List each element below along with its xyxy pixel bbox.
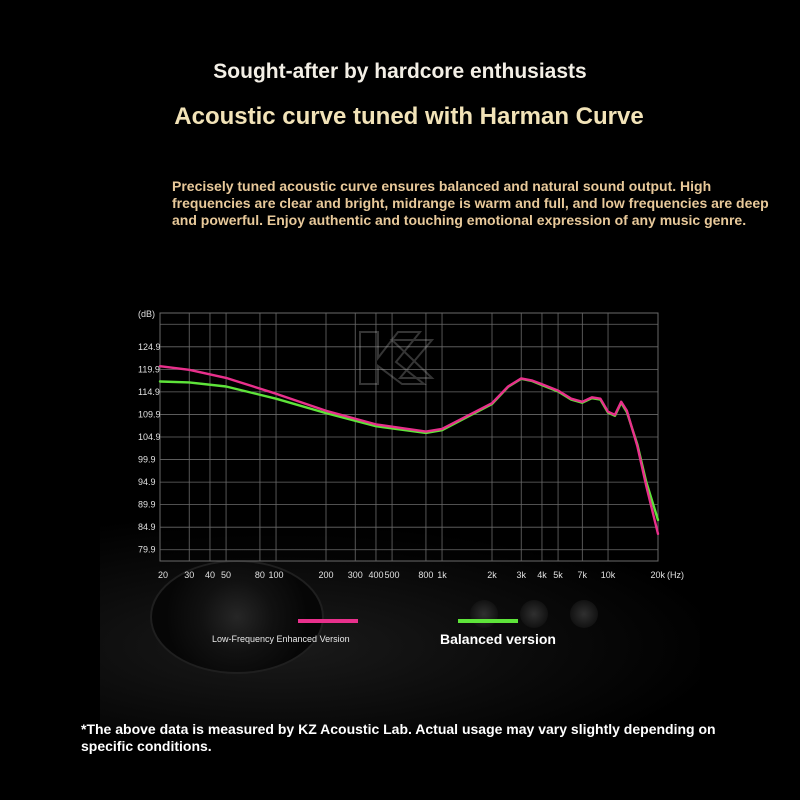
x-tick-label: 1k bbox=[437, 570, 447, 580]
x-tick-label: 2k bbox=[487, 570, 497, 580]
x-tick-label: 4k bbox=[537, 570, 547, 580]
page-subtitle: Acoustic curve tuned with Harman Curve bbox=[174, 103, 644, 130]
x-tick-label: 400 bbox=[368, 570, 384, 580]
y-tick-label: 89.9 bbox=[138, 499, 156, 510]
x-axis-unit-label: (Hz) bbox=[667, 570, 684, 580]
legend-swatch-low-frequency bbox=[298, 619, 358, 623]
y-tick-label: 104.9 bbox=[138, 432, 161, 442]
legend-label-balanced: Balanced version bbox=[440, 631, 556, 647]
x-tick-label: 10k bbox=[600, 570, 616, 580]
x-tick-label: 800 bbox=[418, 570, 434, 580]
y-tick-label: 94.9 bbox=[138, 477, 156, 488]
y-tick-label: 124.9 bbox=[138, 341, 161, 352]
x-tick-labels bbox=[158, 570, 665, 580]
y-tick-label: 79.9 bbox=[138, 544, 156, 555]
x-tick-label: 300 bbox=[347, 570, 363, 580]
x-tick-label: 30 bbox=[184, 570, 195, 580]
footnote-text: *The above data is measured by KZ Acoustic Lab. Actual usage may vary slightly depending on specific conditions. bbox=[81, 721, 716, 754]
y-tick-label: 99.9 bbox=[138, 454, 156, 465]
x-tick-label: 5k bbox=[553, 570, 563, 580]
y-tick-label: 109.9 bbox=[138, 409, 161, 420]
x-tick-label: 40 bbox=[204, 570, 215, 580]
x-tick-label: 20 bbox=[158, 570, 169, 580]
background-knob bbox=[520, 600, 548, 628]
x-tick-label: 50 bbox=[221, 570, 232, 580]
x-tick-label: 200 bbox=[318, 570, 334, 580]
x-tick-label: 7k bbox=[577, 570, 588, 580]
y-axis-label: (dB) bbox=[138, 309, 156, 319]
x-tick-label: 20k bbox=[650, 570, 665, 580]
x-tick-label: 3k bbox=[516, 570, 526, 580]
y-tick-labels bbox=[138, 342, 161, 555]
x-tick-label: 100 bbox=[268, 570, 284, 580]
y-tick-label: 84.9 bbox=[138, 522, 156, 533]
legend-swatch-balanced bbox=[458, 619, 518, 623]
y-tick-label: 114.9 bbox=[138, 386, 160, 397]
page-title: Sought-after by hardcore enthusiasts bbox=[213, 60, 587, 83]
background-knob bbox=[470, 600, 498, 628]
description-text: Precisely tuned acoustic curve ensures balanced and natural sound output. High frequencies are clear and bright, midrange is warm and full, and low frequencies are deep and powerful. Enjoy authentic and touching emotional expression of any music genre. bbox=[172, 178, 769, 228]
y-tick-label: 119.9 bbox=[138, 364, 160, 375]
legend-label-low-frequency: Low-Frequency Enhanced Version bbox=[212, 634, 350, 644]
x-tick-label: 80 bbox=[254, 570, 265, 580]
x-tick-label: 500 bbox=[384, 570, 400, 580]
background-knob bbox=[570, 600, 598, 628]
frequency-response-chart bbox=[110, 300, 690, 590]
